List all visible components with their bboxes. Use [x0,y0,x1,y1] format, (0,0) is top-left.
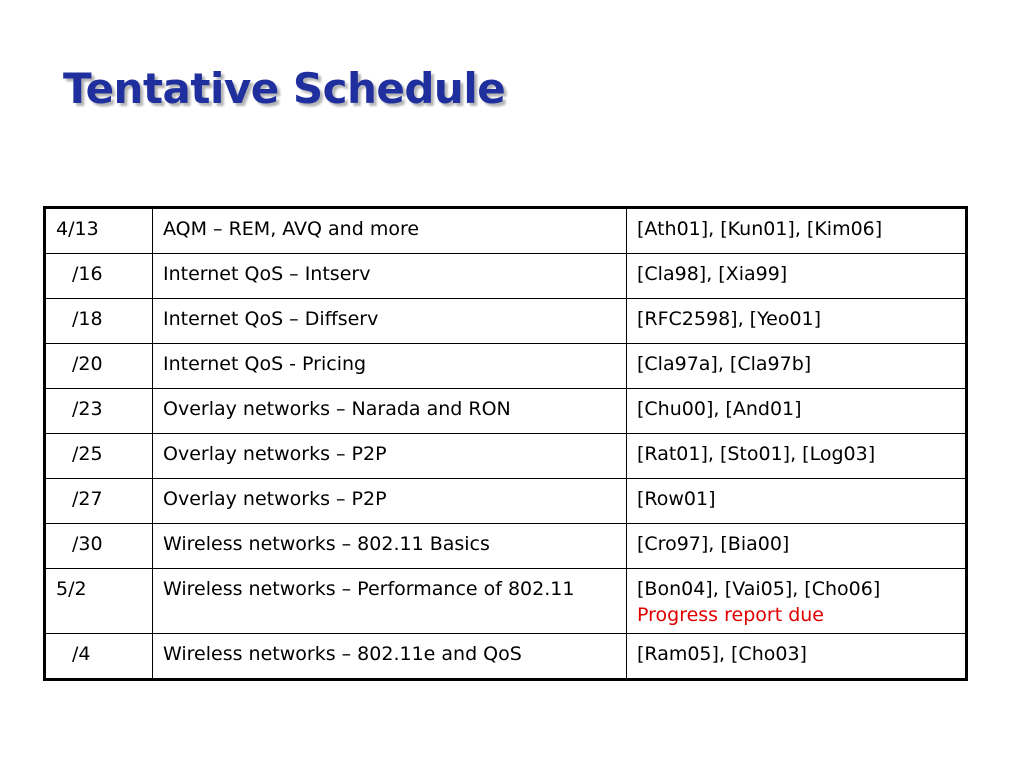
references-cell: [Chu00], [And01] [627,389,967,434]
topic-cell: Overlay networks – P2P [153,479,627,524]
slide-title: Tentative Schedule [63,64,506,113]
topic-cell: AQM – REM, AVQ and more [153,208,627,254]
date-cell: /25 [45,434,153,479]
date-cell: /20 [45,344,153,389]
references-text: [Bon04], [Vai05], [Cho06] [637,578,881,600]
table-row [45,434,967,479]
date-cell: /30 [45,524,153,569]
table-row [45,479,967,524]
date-cell: /27 [45,479,153,524]
schedule-table [43,206,968,681]
topic-cell: Overlay networks – Narada and RON [153,389,627,434]
topic-cell: Wireless networks – 802.11e and QoS [153,634,627,680]
progress-report-note: Progress report due [637,604,824,626]
table-row [45,524,967,569]
references-cell [627,569,967,634]
table-row [45,389,967,434]
references-cell: [Cro97], [Bia00] [627,524,967,569]
table-row [45,569,967,634]
topic-cell: Overlay networks – P2P [153,434,627,479]
topic-cell: Wireless networks – Performance of 802.11 [153,569,627,634]
topic-cell: Internet QoS – Diffserv [153,299,627,344]
date-cell: 5/2 [45,569,153,634]
table-row [45,208,967,254]
references-cell: [Rat01], [Sto01], [Log03] [627,434,967,479]
table-row [45,344,967,389]
table-row [45,634,967,680]
date-cell: /4 [45,634,153,680]
references-cell: [Ath01], [Kun01], [Kim06] [627,208,967,254]
topic-cell: Internet QoS - Pricing [153,344,627,389]
date-cell: 4/13 [45,208,153,254]
date-cell: /16 [45,254,153,299]
references-cell: [Ram05], [Cho03] [627,634,967,680]
references-cell: [Cla98], [Xia99] [627,254,967,299]
table-row [45,299,967,344]
references-cell: [Cla97a], [Cla97b] [627,344,967,389]
references-cell: [RFC2598], [Yeo01] [627,299,967,344]
references-cell: [Row01] [627,479,967,524]
topic-cell: Wireless networks – 802.11 Basics [153,524,627,569]
date-cell: /18 [45,299,153,344]
topic-cell: Internet QoS – Intserv [153,254,627,299]
table-row [45,254,967,299]
date-cell: /23 [45,389,153,434]
